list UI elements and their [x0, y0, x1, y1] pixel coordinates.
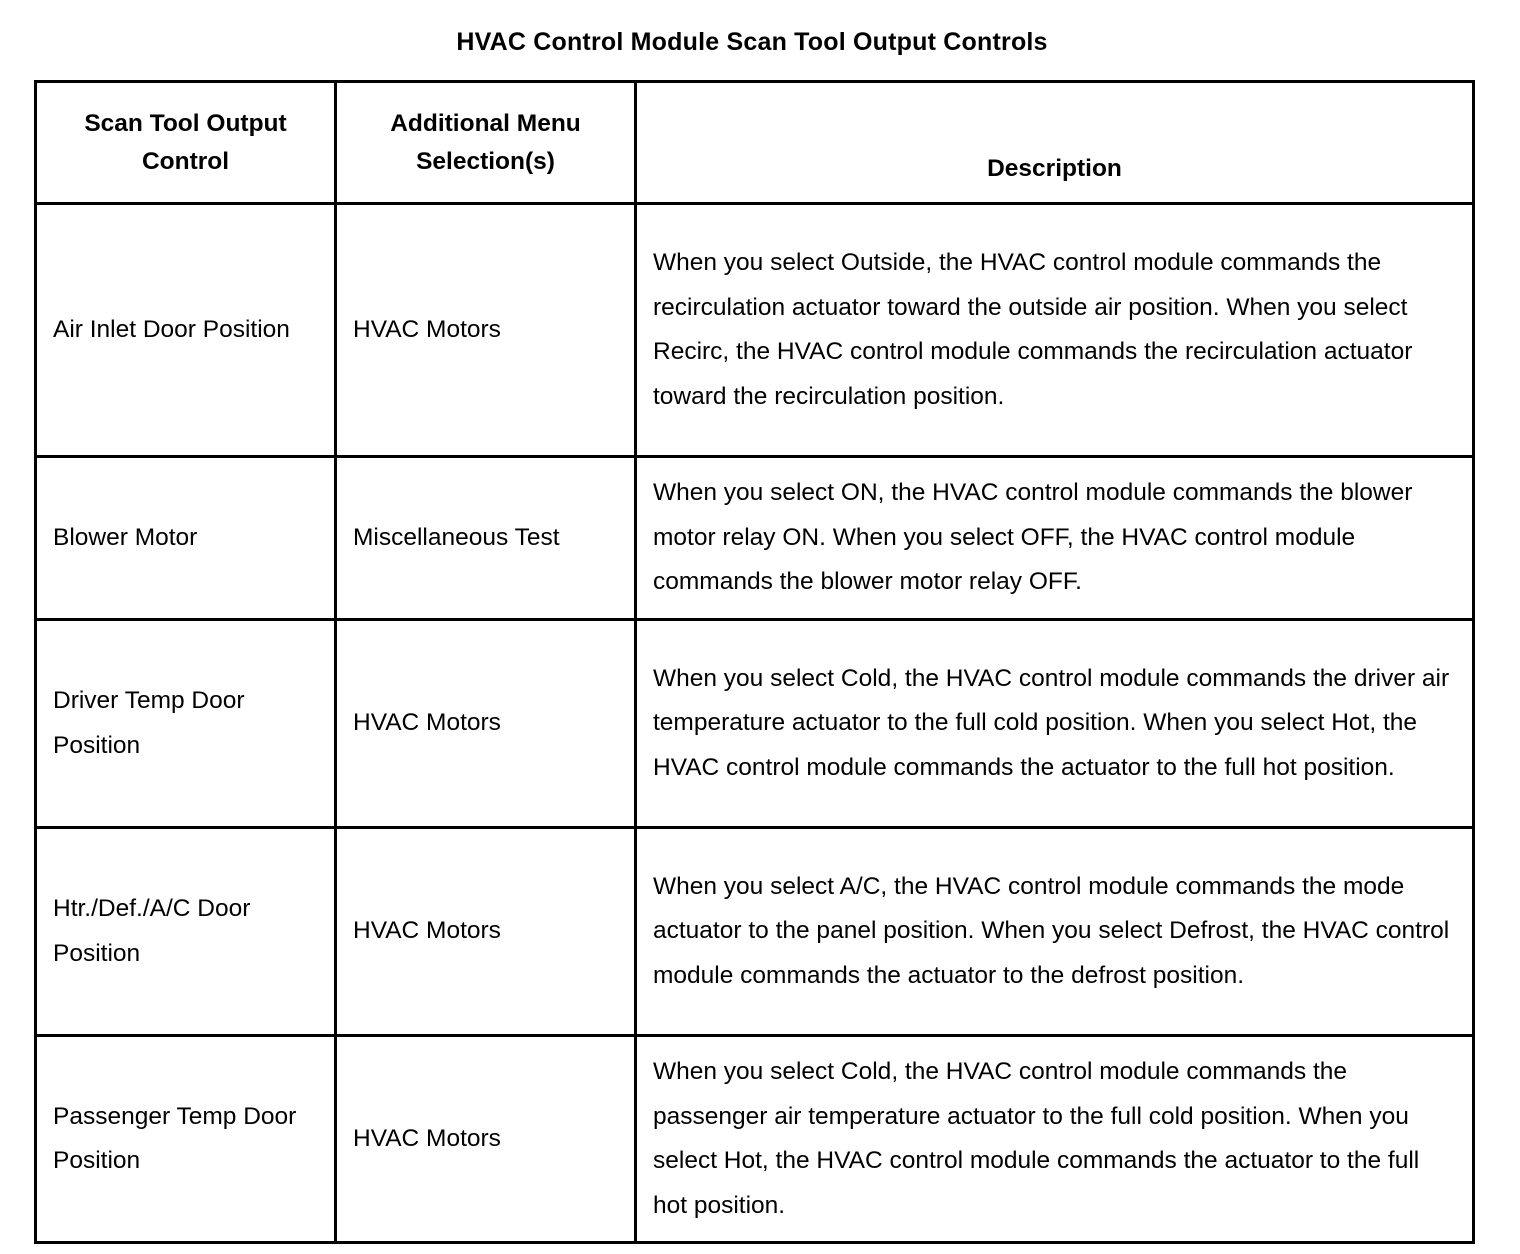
table-row — [36, 828, 1474, 1036]
header-output-control: Scan Tool Output Control — [36, 82, 336, 204]
table-row — [36, 204, 1474, 457]
menu-selection-cell: HVAC Motors — [336, 828, 636, 1036]
document-title: HVAC Control Module Scan Tool Output Controls — [456, 28, 1048, 56]
table-header-row — [36, 82, 1474, 204]
menu-selection-cell: HVAC Motors — [336, 620, 636, 828]
output-control-cell: Air Inlet Door Position — [36, 204, 336, 457]
output-control-cell: Passenger Temp Door Position — [36, 1036, 336, 1243]
menu-selection-cell: HVAC Motors — [336, 1036, 636, 1243]
menu-selection-cell: HVAC Motors — [336, 204, 636, 457]
description-cell: When you select A/C, the HVAC control module commands the mode actuator to the panel position. When you select Defrost, the HVAC control module commands the actuator to the defrost position. — [636, 828, 1474, 1036]
output-controls-table — [34, 80, 1475, 1244]
menu-selection-cell: Miscellaneous Test — [336, 457, 636, 620]
table-row — [36, 457, 1474, 620]
description-cell: When you select Cold, the HVAC control module commands the passenger air temperature actuator to the full cold position. When you select Hot, the HVAC control module commands the actuator to the full hot position. — [636, 1036, 1474, 1243]
description-cell: When you select Cold, the HVAC control module commands the driver air temperature actuator to the full cold position. When you select Hot, the HVAC control module commands the actuator to the full hot position. — [636, 620, 1474, 828]
output-control-cell: Htr./Def./A/C Door Position — [36, 828, 336, 1036]
header-description: Description — [636, 82, 1474, 204]
table-row — [36, 620, 1474, 828]
header-menu-selection: Additional Menu Selection(s) — [336, 82, 636, 204]
output-control-cell: Blower Motor — [36, 457, 336, 620]
description-cell: When you select ON, the HVAC control module commands the blower motor relay ON. When you select OFF, the HVAC control module commands the blower motor relay OFF. — [636, 457, 1474, 620]
table-row — [36, 1036, 1474, 1243]
output-control-cell: Driver Temp Door Position — [36, 620, 336, 828]
description-cell: When you select Outside, the HVAC control module commands the recirculation actuator toward the outside air position. When you select Recirc, the HVAC control module commands the recirculation actuator toward the recirculation position. — [636, 204, 1474, 457]
